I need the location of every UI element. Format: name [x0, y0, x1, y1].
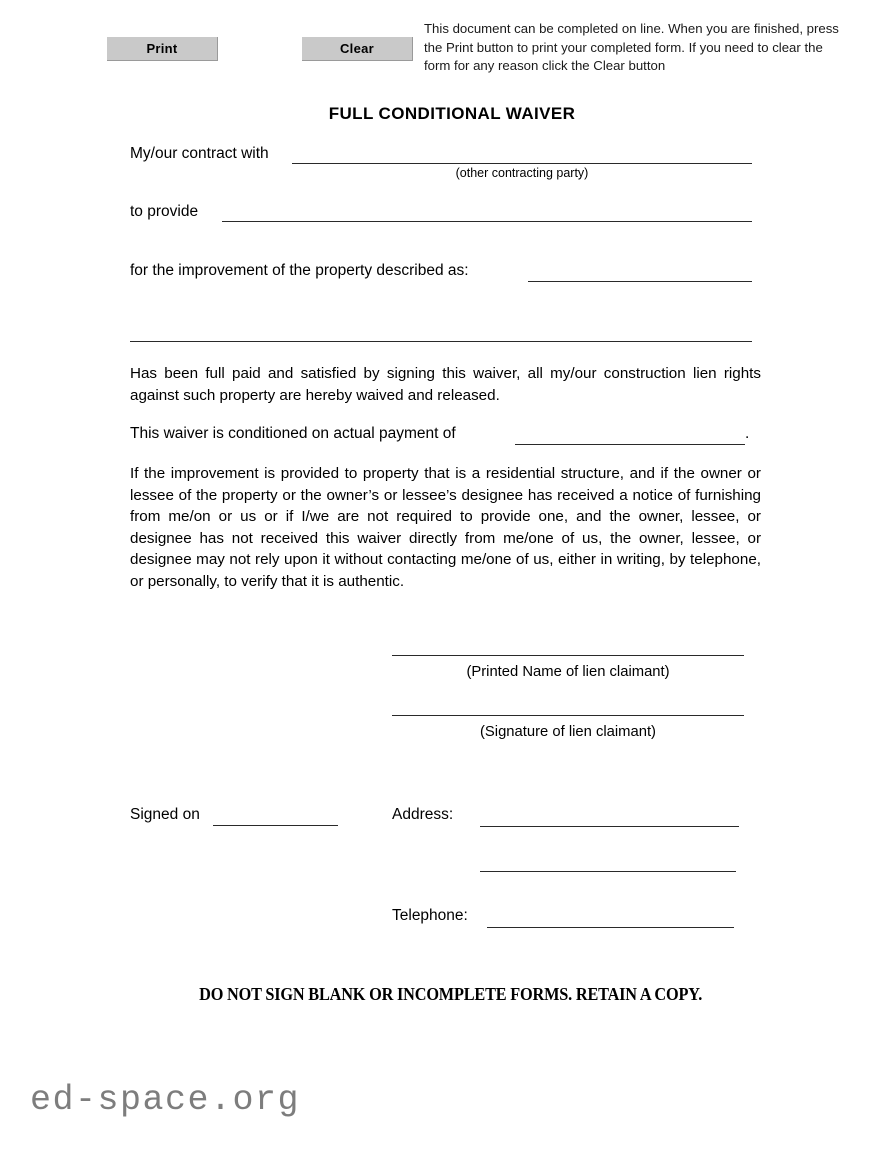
printed-name-field[interactable]	[392, 655, 744, 656]
do-not-sign-warning: DO NOT SIGN BLANK OR INCOMPLETE FORMS. RETAIN A COPY.	[199, 984, 703, 1004]
signed-on-label: Signed on	[130, 806, 200, 823]
contract-party-field[interactable]	[292, 163, 752, 164]
address-field-1[interactable]	[480, 826, 739, 827]
signature-caption: (Signature of lien claimant)	[479, 724, 656, 740]
printed-name-caption: (Printed Name of lien claimant)	[466, 664, 670, 680]
property-description-label: for the improvement of the property described as:	[130, 262, 469, 279]
to-provide-label: to provide	[130, 203, 199, 220]
address-field-2[interactable]	[480, 871, 736, 872]
print-button[interactable]: Print	[107, 37, 218, 61]
residential-structure-paragraph: If the improvement is provided to property that is a residential structure, and if the owner or lessee of the property or the owner’s or lessee’s designee has received a notice of furnishing from me/on or us or if I/we are not required to provide one, and the owner, lessee, or designee has not received this waiver directly from me/one of us, the owner, lessee, or designee may not rely upon it without contacting me/one of us, either in writing, by telephone, or personally, to verify that it is authentic.	[130, 465, 761, 590]
telephone-label: Telephone:	[392, 907, 468, 924]
site-watermark: ed-space.org	[30, 1080, 301, 1120]
page-title: FULL CONDITIONAL WAIVER	[328, 104, 576, 123]
signature-field[interactable]	[392, 715, 744, 716]
conditioned-payment-period: .	[745, 425, 750, 442]
paid-and-satisfied-paragraph: Has been full paid and satisfied by signing this waiver, all my/our construction lien rights against such property are hereby waived and released.	[130, 365, 761, 404]
clear-button[interactable]: Clear	[302, 37, 413, 61]
address-label: Address:	[392, 806, 454, 823]
to-provide-field[interactable]	[222, 221, 752, 222]
signed-on-field[interactable]	[213, 825, 338, 826]
property-description-field-1[interactable]	[528, 281, 752, 282]
payment-amount-field[interactable]	[515, 444, 745, 445]
form-instructions: This document can be completed on line. When you are finished, press the Print button to print your completed form. If you need to clear the form for any reason click the Clear button	[424, 21, 839, 73]
conditioned-payment-label: This waiver is conditioned on actual payment of	[130, 425, 456, 442]
telephone-field[interactable]	[487, 927, 734, 928]
property-description-field-2[interactable]	[130, 341, 752, 342]
other-contracting-party-caption: (other contracting party)	[455, 166, 589, 180]
contract-with-label: My/our contract with	[130, 145, 269, 162]
